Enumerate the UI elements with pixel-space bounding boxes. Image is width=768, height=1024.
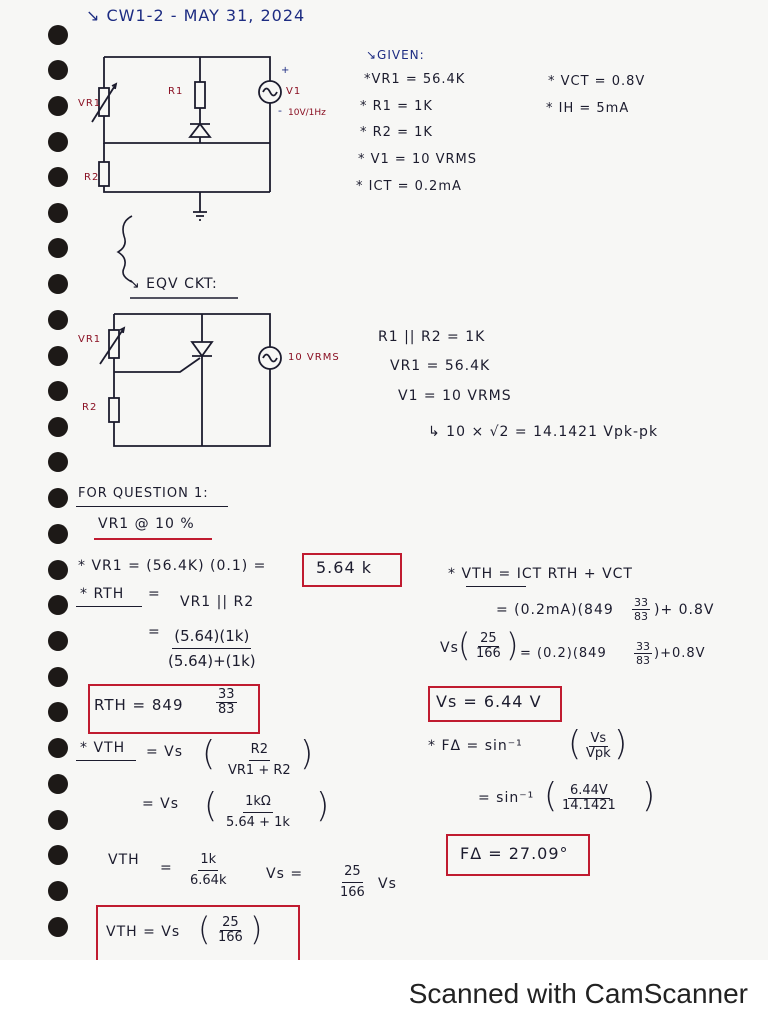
vs-equation-numerator2: 33 bbox=[636, 640, 650, 653]
vth-step2-lparen: ( bbox=[204, 786, 219, 826]
fa-substitution-fraction bbox=[562, 784, 616, 813]
eqv-circuit-title: ↘ EQV CKT: bbox=[128, 276, 218, 292]
page-title: ↘ CW1-2 - MAY 31, 2024 bbox=[86, 6, 306, 25]
vr1-result: 5.64 k bbox=[316, 558, 372, 577]
fa-formula-lparen: ( bbox=[568, 724, 583, 764]
vs-equation-rparen: ) bbox=[506, 626, 520, 664]
circuit1-r2-label: R2 bbox=[84, 172, 100, 183]
vth-substitution-denominator: 83 bbox=[634, 610, 648, 623]
vs-result: Vs = 6.44 V bbox=[436, 692, 542, 711]
rth-result-denominator: 83 bbox=[218, 702, 235, 717]
vth-step1-rparen: ) bbox=[300, 734, 315, 774]
fa-formula-denominator: Vpk bbox=[586, 746, 611, 761]
vth-substitution-fraction bbox=[632, 596, 650, 623]
vth-step3-result-denominator: 166 bbox=[340, 885, 365, 900]
vs-equation-numerator: 25 bbox=[480, 631, 497, 646]
vth-step1-numerator: R2 bbox=[249, 740, 270, 761]
vs-equation-rhs: = (0.2)(849 bbox=[520, 646, 607, 661]
vth-step3-numerator: 1k bbox=[198, 850, 218, 871]
vth-result-rparen: ) bbox=[250, 910, 264, 948]
circuit1-source-label: 10V/1Hz bbox=[288, 108, 326, 118]
rth-step2-equals: = bbox=[148, 624, 161, 640]
vth-step3-result-fraction bbox=[340, 862, 365, 903]
given-vct: * VCT = 0.8V bbox=[548, 74, 646, 89]
vth-result-fraction bbox=[218, 916, 243, 945]
fa-substitution-lparen: ( bbox=[544, 776, 559, 816]
rth-underline bbox=[76, 606, 142, 607]
question1-heading-underline bbox=[76, 506, 228, 507]
vth-step2-fraction bbox=[226, 792, 290, 833]
vth-step3-end: Vs bbox=[378, 876, 397, 892]
rth-result-numerator: 33 bbox=[218, 687, 235, 702]
circuit1-minus-label: - bbox=[278, 104, 283, 117]
vs-equation-fraction bbox=[476, 632, 501, 661]
vth-step2-denominator: 5.64 + 1k bbox=[226, 815, 290, 830]
fa-formula: * FΔ = sin⁻¹ bbox=[428, 738, 523, 754]
circuit1-v1-label: V1 bbox=[286, 86, 302, 97]
fa-formula-rparen: ) bbox=[614, 724, 629, 764]
vth-underline bbox=[76, 760, 136, 761]
vth-formula-underline bbox=[466, 586, 526, 587]
rth-step1: VR1 || R2 bbox=[180, 594, 255, 610]
vth-step3-denominator: 6.64k bbox=[190, 873, 227, 888]
eqv-source-label: 10 VRMS bbox=[288, 352, 340, 363]
vs-equation-lparen: ( bbox=[458, 626, 472, 664]
rth-denominator: (5.64)+(1k) bbox=[168, 652, 256, 670]
fa-substitution-denominator: 14.1421 bbox=[562, 798, 616, 813]
eqv-vr1-value: VR1 = 56.4K bbox=[390, 358, 491, 374]
given-r2: * R2 = 1K bbox=[360, 125, 433, 140]
vs-equation-lhs: Vs bbox=[440, 640, 459, 656]
rth-label: * RTH bbox=[80, 586, 125, 602]
circuit1-plus-label: + bbox=[281, 65, 291, 76]
circuit1-vr1-label: VR1 bbox=[78, 98, 102, 109]
eqv-vpk-calc: ↳ 10 × √2 = 14.1421 Vpk-pk bbox=[428, 424, 659, 440]
fa-formula-numerator: Vs bbox=[590, 731, 607, 746]
eqv-v1-value: V1 = 10 VRMS bbox=[398, 388, 512, 404]
fa-substitution: = sin⁻¹ bbox=[478, 790, 535, 806]
vth-substitution-numerator: 33 bbox=[634, 596, 648, 609]
vth-step3-equals: = bbox=[160, 860, 173, 876]
question1-subheading: VR1 @ 10 % bbox=[98, 516, 195, 532]
eqv-r2-label: R2 bbox=[82, 402, 98, 413]
given-v1: * V1 = 10 VRMS bbox=[358, 152, 478, 167]
vth-step2-lhs: = Vs bbox=[142, 796, 180, 812]
vth-label: * VTH bbox=[80, 740, 126, 756]
vth-formula: * VTH = ICT RTH + VCT bbox=[448, 566, 633, 582]
vth-substitution: = (0.2mA)(849 bbox=[496, 602, 614, 618]
fa-substitution-rparen: ) bbox=[642, 776, 657, 816]
camscanner-watermark: Scanned with CamScanner bbox=[408, 978, 748, 1009]
rth-result-fraction bbox=[216, 688, 237, 717]
given-vr1: *VR1 = 56.4K bbox=[364, 72, 466, 87]
given-ict: * ICT = 0.2mA bbox=[356, 179, 462, 194]
vth-step2-numerator: 1kΩ bbox=[243, 792, 273, 813]
eqv-r1-r2-parallel: R1 || R2 = 1K bbox=[378, 329, 486, 345]
vth-step2-rparen: ) bbox=[316, 786, 331, 826]
question1-heading: FOR QUESTION 1: bbox=[78, 486, 209, 501]
rth-equals: = bbox=[148, 586, 161, 602]
circuit1-r1-label: R1 bbox=[168, 86, 184, 97]
vth-step3-fraction bbox=[190, 850, 226, 891]
vth-substitution-end: )+ 0.8V bbox=[654, 602, 715, 618]
vth-result-denominator: 166 bbox=[218, 930, 243, 945]
vth-result-numerator: 25 bbox=[222, 915, 239, 930]
vth-result-lparen: ( bbox=[198, 910, 212, 948]
vth-step1-fraction bbox=[228, 740, 291, 781]
vth-step3-lhs: VTH bbox=[108, 852, 140, 868]
given-r1: * R1 = 1K bbox=[360, 99, 433, 114]
vth-step1-lhs: = Vs bbox=[146, 744, 184, 760]
vs-equation-denominator: 166 bbox=[476, 646, 501, 661]
rth-step2-fraction bbox=[168, 624, 256, 673]
vth-step1-denominator: VR1 + R2 bbox=[228, 763, 291, 778]
vth-step3-mid: Vs = bbox=[266, 866, 304, 882]
vth-step1-lparen: ( bbox=[202, 734, 217, 774]
fa-substitution-numerator: 6.44V bbox=[569, 783, 608, 798]
given-heading: ↘GIVEN: bbox=[366, 48, 425, 62]
rth-result: RTH = 849 bbox=[94, 696, 184, 714]
eqv-vr1-label: VR1 bbox=[78, 334, 102, 345]
rth-numerator: (5.64)(1k) bbox=[172, 624, 251, 649]
question1-sub-underline bbox=[94, 538, 212, 540]
vs-equation-end: )+0.8V bbox=[654, 646, 706, 661]
fa-formula-fraction bbox=[586, 732, 611, 761]
given-ih: * IH = 5mA bbox=[546, 101, 630, 116]
vth-step3-result-numerator: 25 bbox=[342, 862, 363, 883]
vth-result: VTH = Vs bbox=[106, 924, 181, 940]
vr1-calc: * VR1 = (56.4K) (0.1) = bbox=[78, 558, 267, 574]
fa-result: FΔ = 27.09° bbox=[460, 844, 569, 863]
vs-equation-fraction2 bbox=[634, 640, 652, 667]
vs-equation-denominator2: 83 bbox=[636, 654, 650, 667]
